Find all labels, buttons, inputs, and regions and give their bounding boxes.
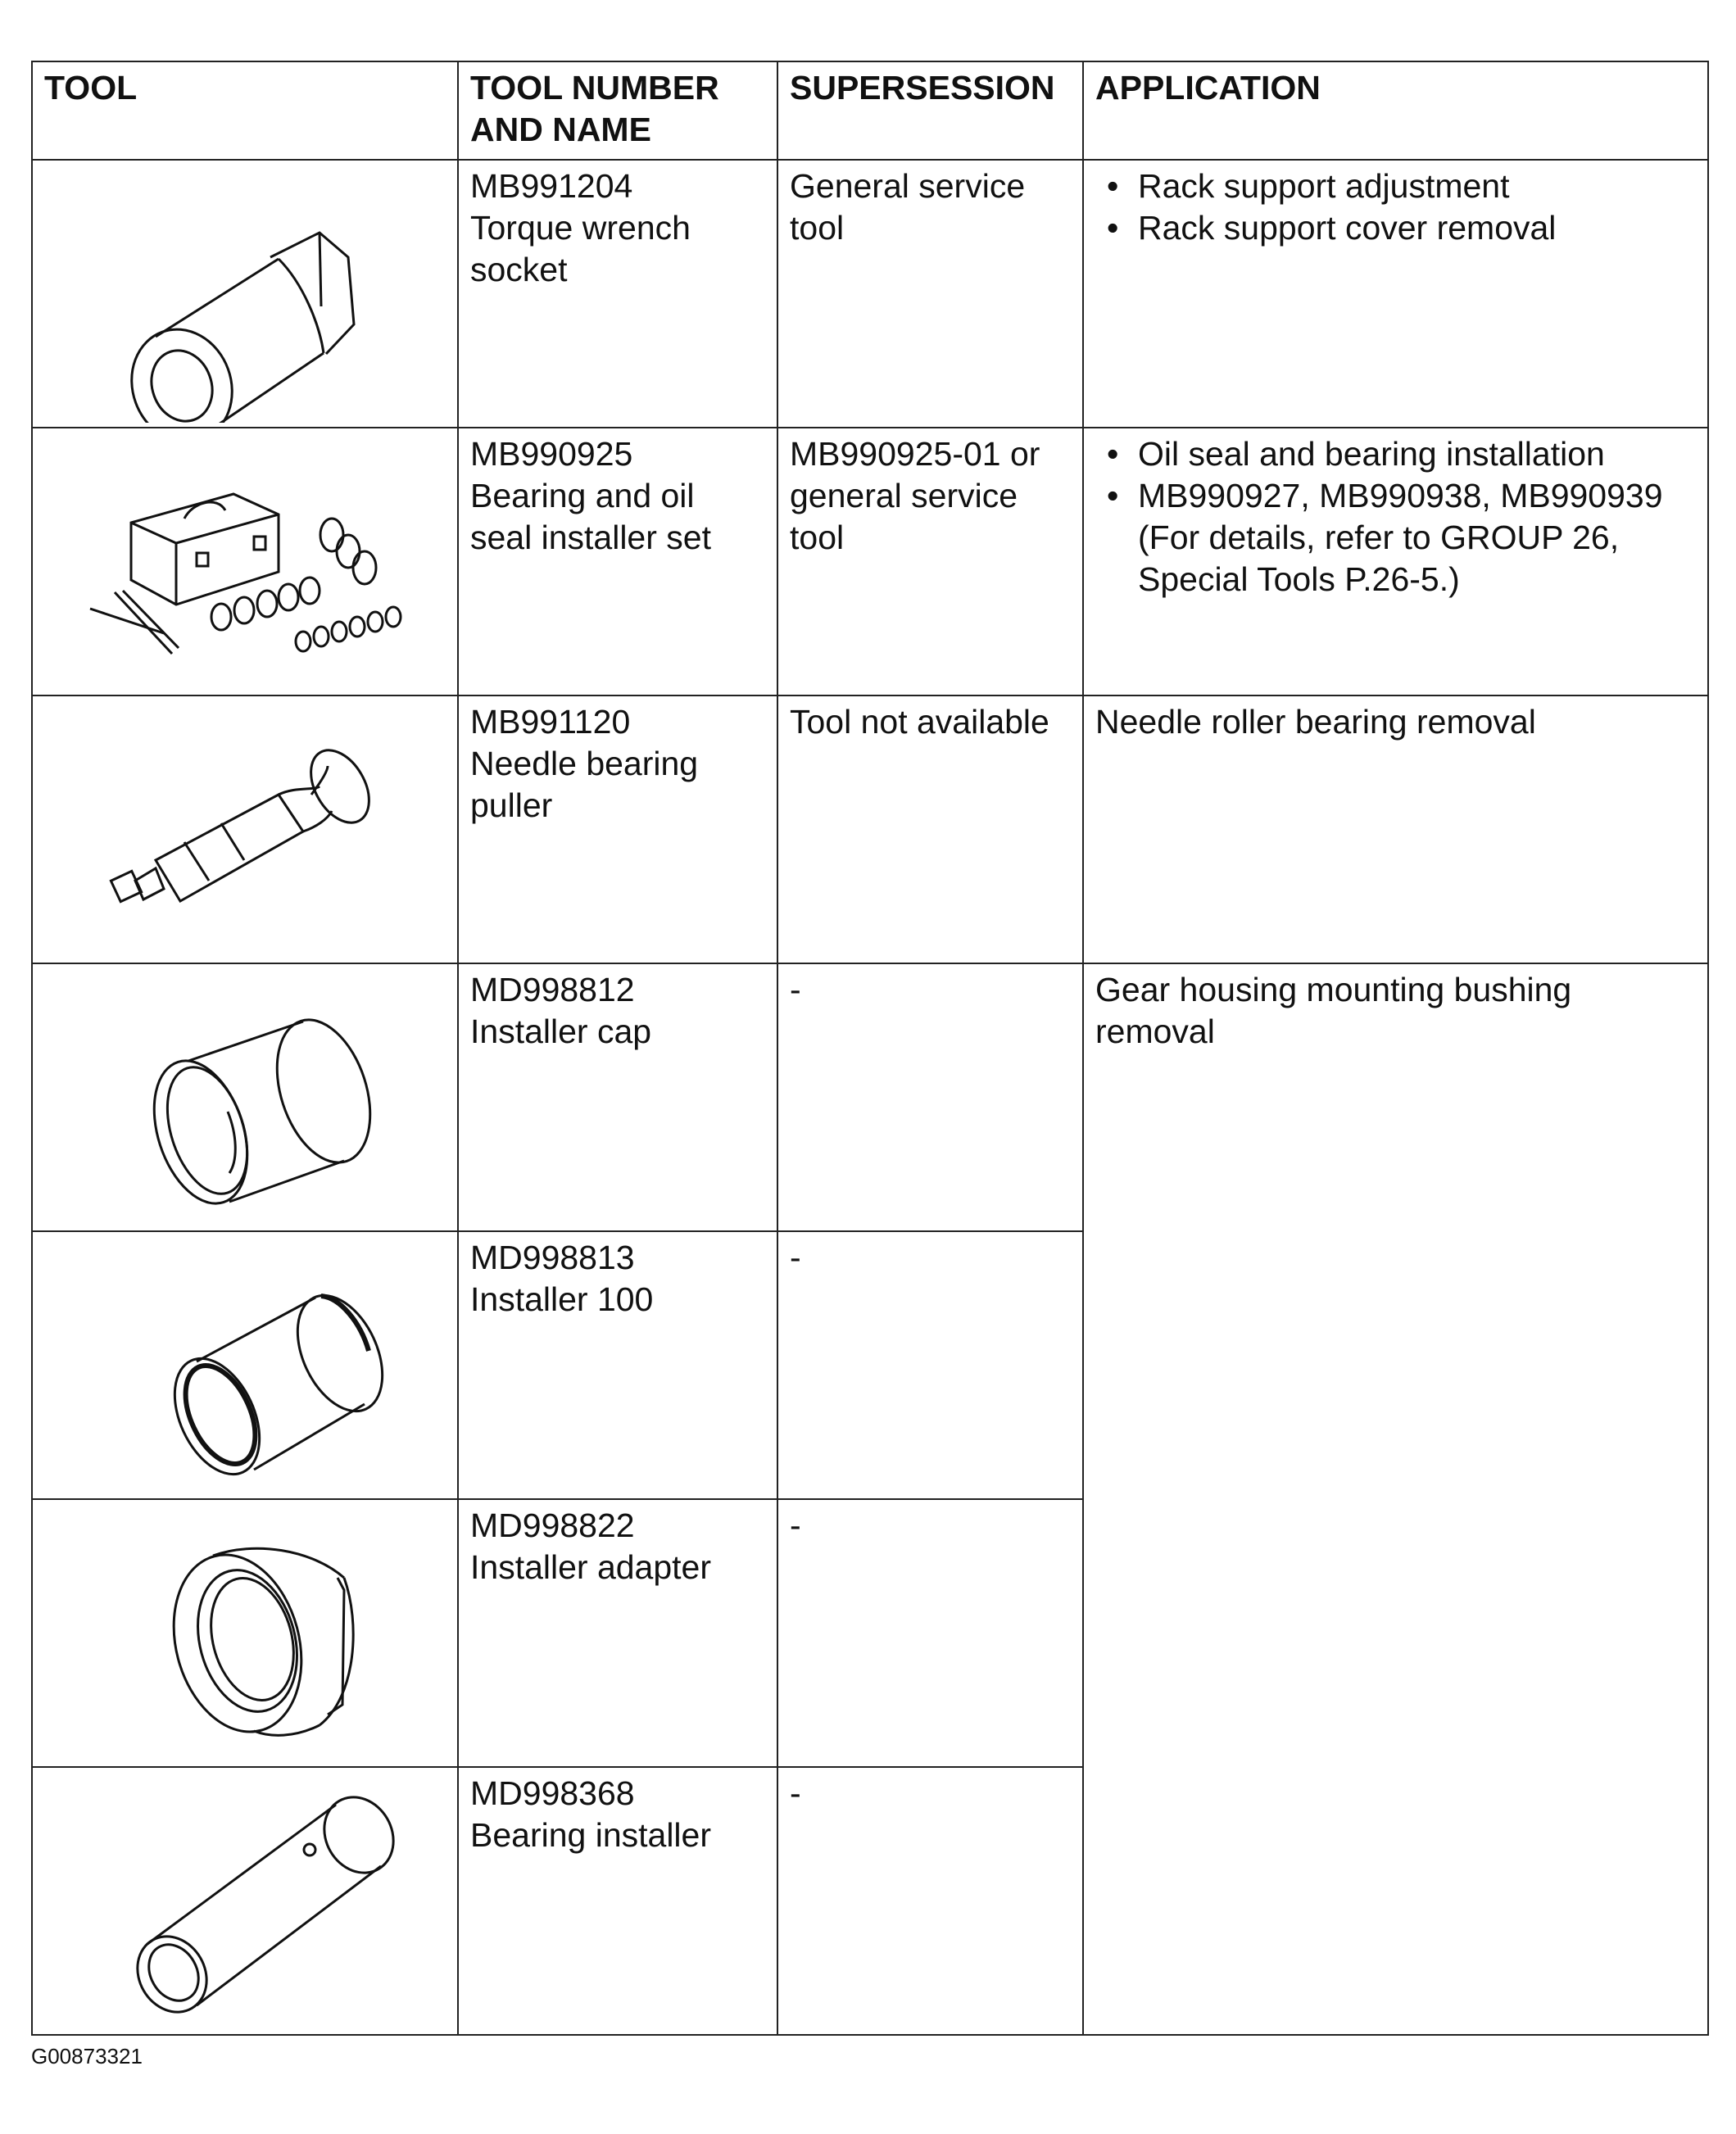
supersession-cell xyxy=(777,963,1083,1231)
tool-number: MB991204 xyxy=(470,167,633,205)
supersession-line: General service xyxy=(790,167,1026,205)
supersession-line: - xyxy=(790,971,801,1008)
supersession-cell xyxy=(777,160,1083,428)
application-text-line: removal xyxy=(1095,1013,1215,1050)
tool-name-line: Needle bearing xyxy=(470,745,699,782)
supersession-cell xyxy=(777,695,1083,963)
table-row xyxy=(32,428,1708,695)
header-row xyxy=(32,61,1708,160)
tool-image-cell xyxy=(32,160,458,428)
supersession-cell xyxy=(777,1231,1083,1499)
tool-number-name-cell xyxy=(458,695,777,963)
application-item: • Rack support adjustment xyxy=(1095,165,1699,207)
table-row xyxy=(32,963,1708,1231)
tool-image-cell xyxy=(32,1231,458,1499)
supersession-line: tool xyxy=(790,209,845,247)
supersession-line: - xyxy=(790,1506,801,1544)
tool-image-cell xyxy=(32,1767,458,2035)
tool-number-name-cell xyxy=(458,963,777,1231)
torque-wrench-socket-icon xyxy=(33,161,459,423)
tool-number: MD998822 xyxy=(470,1506,635,1544)
supersession-cell xyxy=(777,1499,1083,1767)
figure-code: G00873321 xyxy=(31,2044,143,2068)
installer-cap-icon xyxy=(33,964,459,1226)
tool-name-line: Bearing installer xyxy=(470,1816,711,1854)
application-list xyxy=(1095,165,1699,249)
tool-name-line: puller xyxy=(470,786,553,824)
installer-adapter-icon xyxy=(33,1500,459,1762)
supersession-cell xyxy=(777,1767,1083,2035)
application-text-line: Gear housing mounting bushing xyxy=(1095,971,1572,1008)
application-cell xyxy=(1083,695,1708,963)
application-cell xyxy=(1083,428,1708,695)
application-note-line: Special Tools P.26-5.) xyxy=(1138,560,1460,598)
application-list xyxy=(1095,433,1699,600)
tool-number-name-cell xyxy=(458,1499,777,1767)
tool-name-line: Bearing and oil xyxy=(470,477,695,514)
tool-number: MD998813 xyxy=(470,1239,635,1276)
header-tool: TOOL xyxy=(32,61,458,160)
installer-set-icon xyxy=(33,428,459,691)
tool-name-line: socket xyxy=(470,251,568,288)
installer-100-icon xyxy=(33,1232,459,1494)
application-item: • Rack support cover removal xyxy=(1095,207,1699,249)
application-item-text: • MB990927, MB990938, MB990939 xyxy=(1138,477,1663,514)
application-cell xyxy=(1083,160,1708,428)
supersession-line: MB990925-01 or xyxy=(790,435,1040,473)
supersession-line: - xyxy=(790,1239,801,1276)
tool-name-line: Installer adapter xyxy=(470,1548,712,1586)
table-row xyxy=(32,695,1708,963)
bearing-installer-icon xyxy=(33,1768,459,2030)
supersession-line: general service xyxy=(790,477,1018,514)
tool-name-line: seal installer set xyxy=(470,519,711,556)
tool-number: MD998368 xyxy=(470,1774,635,1812)
tool-number-name-cell xyxy=(458,1767,777,2035)
supersession-line: tool xyxy=(790,519,845,556)
application-item xyxy=(1095,475,1699,600)
supersession-line: - xyxy=(790,1774,801,1812)
needle-bearing-puller-icon xyxy=(33,696,459,958)
table-row xyxy=(32,160,1708,428)
tool-name-line: Installer cap xyxy=(470,1013,652,1050)
application-item: • Oil seal and bearing installation xyxy=(1095,433,1699,475)
header-tool-number-name-line2: AND NAME xyxy=(470,111,651,148)
tool-name-line: Torque wrench xyxy=(470,209,691,247)
tool-number-name-cell xyxy=(458,428,777,695)
tool-image-cell xyxy=(32,695,458,963)
supersession-line: Tool not available xyxy=(790,703,1049,741)
tool-number: MD998812 xyxy=(470,971,635,1008)
application-text: Needle roller bearing removal xyxy=(1095,703,1536,741)
tool-name-line: Installer 100 xyxy=(470,1280,654,1318)
supersession-cell xyxy=(777,428,1083,695)
tool-number: MB991120 xyxy=(470,703,631,741)
tool-image-cell xyxy=(32,1499,458,1767)
header-tool-number-name-line1: TOOL NUMBER xyxy=(470,69,719,106)
tool-image-cell xyxy=(32,428,458,695)
tool-number-name-cell xyxy=(458,1231,777,1499)
application-note-line: (For details, refer to GROUP 26, xyxy=(1138,519,1620,556)
tool-image-cell xyxy=(32,963,458,1231)
header-application: APPLICATION xyxy=(1083,61,1708,160)
header-supersession: SUPERSESSION xyxy=(777,61,1083,160)
header-tool-number-name xyxy=(458,61,777,160)
tool-number: MB990925 xyxy=(470,435,633,473)
application-cell xyxy=(1083,963,1708,2035)
special-tools-table xyxy=(31,61,1709,2036)
tool-number-name-cell xyxy=(458,160,777,428)
